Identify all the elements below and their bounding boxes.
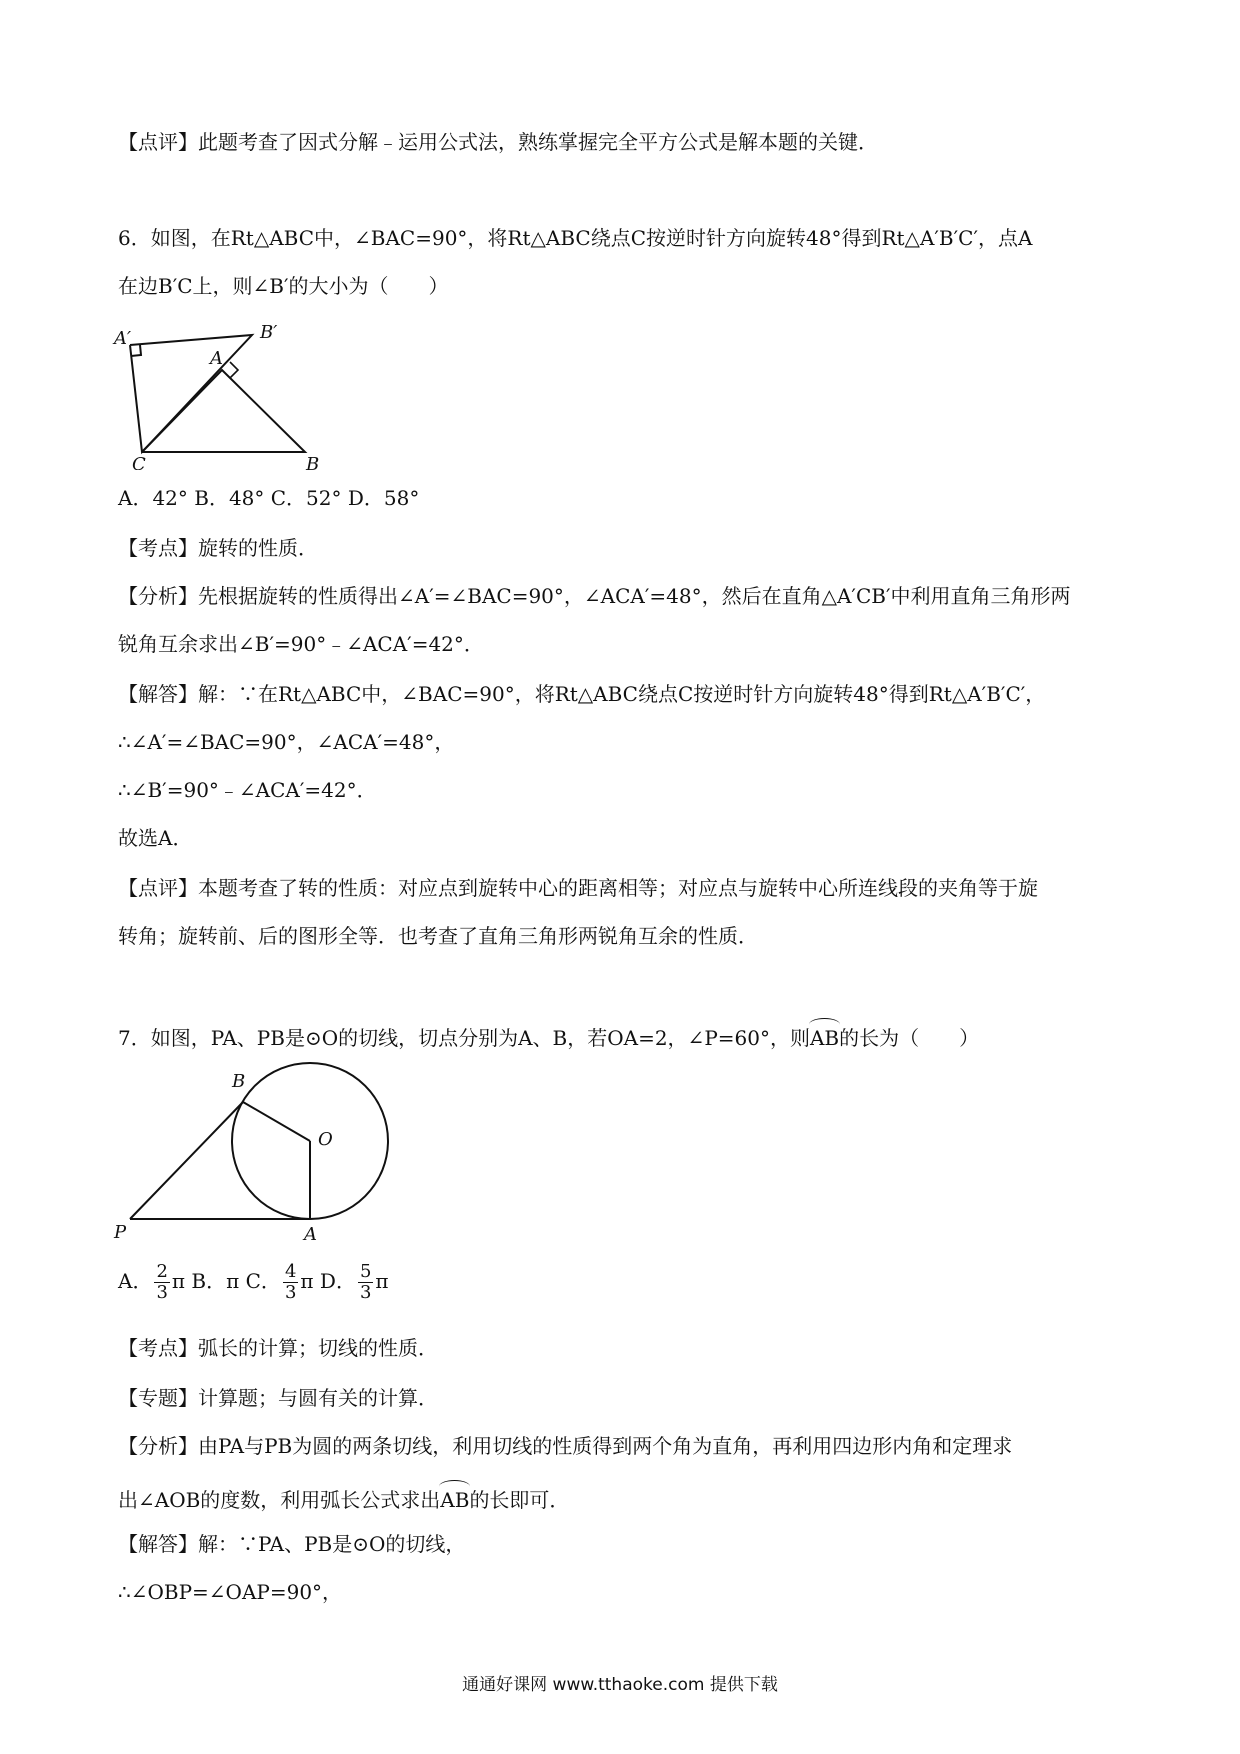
q7-option-c: C． [245,1269,281,1293]
fraction-2-3 [154,1262,169,1303]
label-a: A [210,348,223,369]
q7-option-b: B．π [191,1269,240,1293]
label-c: C [132,454,146,470]
q7-fenxi-line1: 【分析】由PA与PB为圆的两条切线，利用切线的性质得到两个角为直角，再利用四边形内角和定理求 [118,1434,1013,1458]
numerator: 4 [284,1261,297,1282]
right-angle-mark-a-prime [131,345,141,356]
denominator: 3 [359,1282,372,1303]
q6-fenxi-line2: 锐角互余求出∠B′=90°﹣∠ACA′=42°． [118,632,484,656]
q7-fenxi2-before: 出∠AOB的度数，利用弧长公式求出 [118,1488,441,1512]
label-b-prime: B′ [260,322,278,343]
q6-jieda-line4: 故选A． [118,826,193,850]
q6-fenxi-line1: 【分析】先根据旋转的性质得出∠A′=∠BAC=90°，∠ACA′=48°，然后在直角△A′CB′中利用直角三角形两 [118,584,1071,608]
q6-jieda-line1: 【解答】解：∵在Rt△ABC中，∠BAC=90°，将Rt△ABC绕点C按逆时针方向旋转48°得到Rt△A′B′C′， [118,682,1046,706]
label-a: A [304,1224,317,1242]
q7-stem [118,1020,979,1050]
q7-options [118,1262,389,1303]
label-a-prime: A′ [114,328,132,349]
denominator: 3 [284,1282,297,1303]
segment-pb [130,1102,243,1219]
q7-stem-after: 的长为（ ） [839,1026,980,1050]
q6-dianping-line1: 【点评】本题考查了转的性质：对应点到旋转中心的距离相等；对应点与旋转中心所连线段的夹角等于旋 [118,876,1038,900]
q6-jieda-line3: ∴∠B′=90°﹣∠ACA′=42°． [118,778,377,802]
q6-dianping-line2: 转角；旋转前、后的图形全等．也考查了直角三角形两锐角互余的性质． [118,924,758,948]
q6-options: A．42° B．48° C．52° D．58° [118,486,420,510]
pi-symbol: π [375,1269,389,1293]
q6-stem-line1: 6．如图，在Rt△ABC中，∠BAC=90°，将Rt△ABC绕点C按逆时针方向旋转48°得到Rt△A′B′C′，点A [118,226,1033,250]
arc-ab-symbol: AB [440,1482,469,1512]
segment-ob [243,1102,310,1141]
numerator: 2 [156,1261,168,1282]
denominator: 3 [156,1282,168,1303]
numerator: 5 [359,1261,372,1282]
q7-stem-before: 7．如图，PA、PB是⊙O的切线，切点分别为A、B，若OA=2，∠P=60°，则 [118,1026,810,1050]
label-p: P [114,1222,127,1242]
label-o: O [318,1129,333,1150]
footer-source: 通通好课网 www.tthaoke.com 提供下载 [462,1675,778,1695]
label-b: B [232,1071,246,1092]
top-comment: 【点评】此题考查了因式分解﹣运用公式法，熟练掌握完全平方公式是解本题的关键． [118,130,878,154]
q7-jieda-line1: 【解答】解：∵PA、PB是⊙O的切线， [118,1532,466,1556]
q6-kaodian: 【考点】旋转的性质． [118,536,318,560]
q6-stem-line2: 在边B′C上，则∠B′的大小为（ ） [118,274,449,298]
fraction-5-3 [358,1262,373,1303]
label-b: B [306,454,320,470]
triangle-a-prime-b-prime-c [130,335,252,452]
q7-tangent-figure [110,1062,400,1242]
triangle-abc [142,370,305,452]
q6-rotation-figure [110,320,330,470]
q6-jieda-line2: ∴∠A′=∠BAC=90°，∠ACA′=48°， [118,730,455,754]
fraction-4-3 [283,1262,298,1303]
arc-ab-symbol: AB [810,1020,839,1050]
pi-symbol: π [171,1269,186,1293]
q7-zhuanti: 【专题】计算题；与圆有关的计算． [118,1386,438,1410]
pi-symbol: π [300,1269,314,1293]
q7-option-a: A． [118,1269,153,1293]
q7-option-d: D． [319,1269,356,1293]
q7-fenxi-line2 [118,1482,569,1512]
q7-fenxi2-after: 的长即可． [469,1488,570,1512]
q7-jieda-line2: ∴∠OBP=∠OAP=90°， [118,1580,343,1604]
q7-kaodian: 【考点】弧长的计算；切线的性质． [118,1336,438,1360]
